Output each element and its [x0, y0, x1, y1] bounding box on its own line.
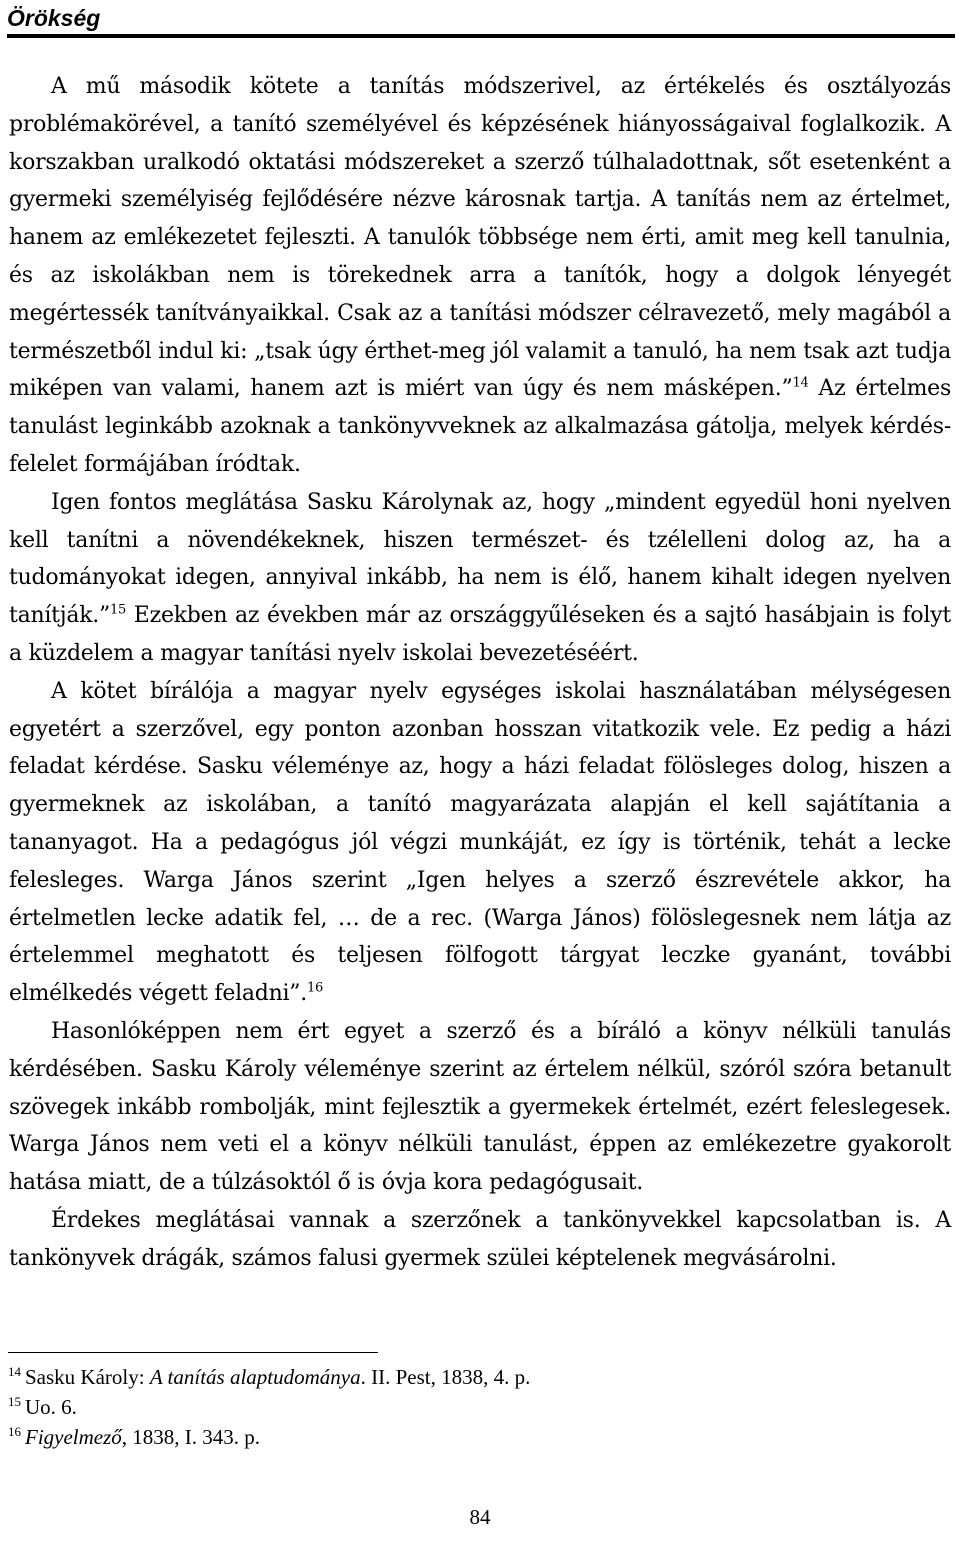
footnote: $^{14}$ Sasku Károly: A tanítás alaptudománya. II. Pest, 1838, 4. p. [8, 1364, 531, 1389]
footnote: $^{15}$ Uo. 6. [8, 1394, 77, 1419]
footnote-separator [8, 1352, 378, 1353]
footnote: $^{16}$ Figyelmező, 1838, I. 343. p. [8, 1424, 261, 1449]
paragraph: A kötet bírálója a magyar nyelv egységes iskolai használatában mélységesen egyetért a szerzővel, egy ponton azonban hosszan vitatkozik vele. Ez pedig a házi feladat kérdése. Sasku véleménye az, hogy a házi feladat fölösleges dolog, hiszen a gyermeknek az iskolában, a tanító magyarázata alapján el kell sajátítania a tananyagot. Ha a pedagógus jól végzi munkáját, ez így is történik, tehát a lecke felesleges. Warga János szerint „Igen helyes a szerző észrevétele akkor, ha értelmetlen lecke adatik fel, … de a rec. (Warga János) fölöslegesnek nem látja az értelemmel meghatott és teljesen fölfogott tárgyat leczke gyanánt, további elmélkedés végett feladni”.$^{16}$ [9, 678, 951, 1007]
footnote-ref[interactable]: 16 [307, 980, 324, 996]
footnote-ref[interactable]: 14 [792, 376, 809, 392]
footnotes [8, 1362, 530, 1452]
paragraph: Érdekes meglátásai vannak a szerzőnek a tankönyvekkel kapcsolatban is. A tankönyvek drágák, számos falusi gyermek szülei képtelenek megvásárolni. [9, 1207, 951, 1271]
body-text [9, 68, 951, 1278]
paragraph: Igen fontos meglátása Sasku Károlynak az, hogy „mindent egyedül honi nyelven kell tanítni a növendékeknek, hiszen természet- és tzélelleni dolog az, ha a tudományokat idegen, annyival inkább, ha nem is élő, hanem kihalt idegen nyelven tanítják.”$^{15}$ Ezekben az években már az országgyűléseken és a sajtó hasábjain is folyt a küzdelem a magyar tanítási nyelv iskolai bevezetéséért. [9, 489, 951, 666]
page-number: 84 [469, 1505, 491, 1529]
paragraph: A mű második kötete a tanítás módszerivel, az értékelés és osztályozás problémakörével, a tanító személyével és képzésének hiányosságaival foglalkozik. A korszakban uralkodó oktatási módszereket a szerző túlhaladottnak, sőt esetenként a gyermeki személyiség fejlődésére nézve károsnak tartja. A tanítás nem az értelmet, hanem az emlékezetet fejleszti. A tanulók többsége nem érti, amit meg kell tanulnia, és az iskolákban nem is törekednek arra a tanítók, hogy a dolgok lényegét megértessék tanítványaikkal. Csak az a tanítási módszer célravezető, mely magából a természetből indul ki: „tsak úgy érthet-meg jól valamit a tanuló, ha nem tsak azt tudja miképen van valami, hanem azt is miért van úgy és nem másképen.”$^{14}$ Az értelmes tanulást leginkább azoknak a tankönyvveknek az alkalmazása gátolja, melyek kérdés-felelet formájában íródtak. [9, 74, 951, 477]
paragraph: Hasonlóképpen nem ért egyet a szerző és a bíráló a könyv nélküli tanulás kérdésében. Sasku Károly véleménye szerint az értelem nélkül, szóról szóra betanult szövegek inkább rombolják, mint fejlesztik a gyermekek értelmét, ezért feleslegesek. Warga János nem veti el a könyv nélküli tanulást, éppen az emlékezetre gyakorolt hatása miatt, de a túlzásoktól ő is óvja kora pedagógusait. [9, 1018, 951, 1196]
running-header: Örökség [7, 4, 955, 38]
footnote-ref[interactable]: 15 [110, 602, 127, 618]
